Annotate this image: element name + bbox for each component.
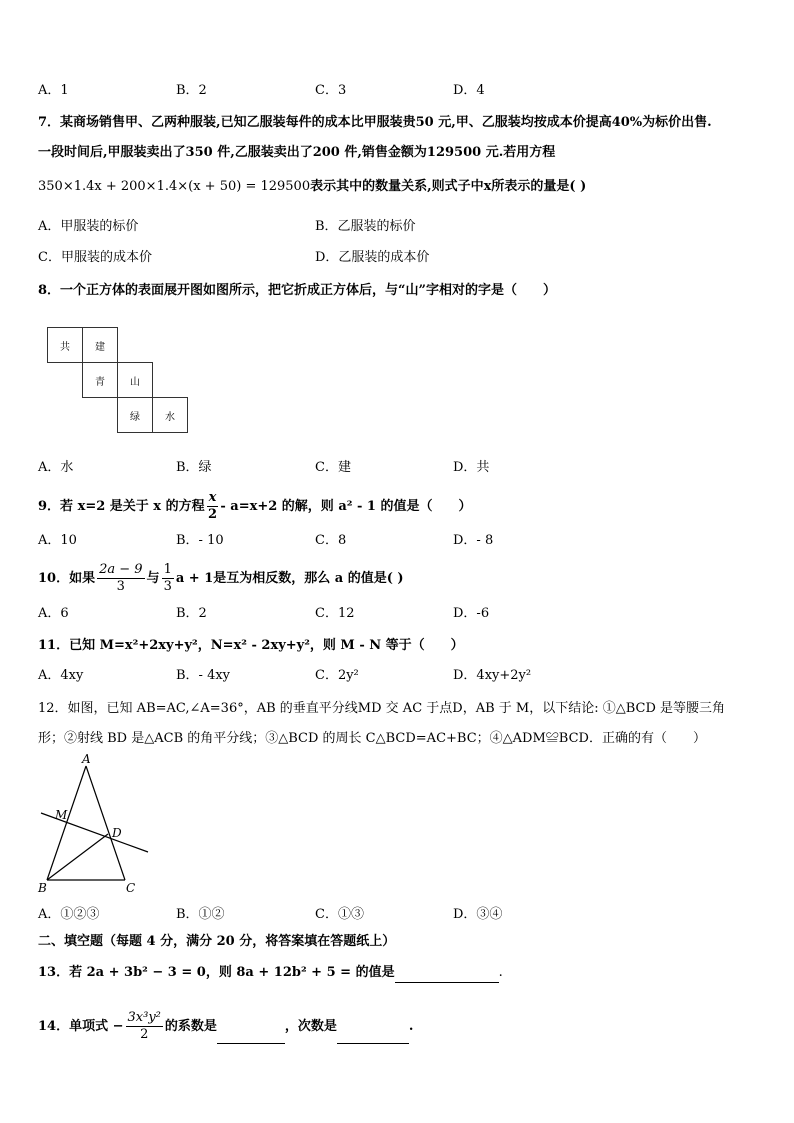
q11-stem: 11．已知 M=x²+2xy+y²，N=x² - 2xy+y²，则 M - N 等于（ ） [38, 638, 464, 653]
q7-line2: 一段时间后,甲服装卖出了350 件,乙服装卖出了200 件,销售金额为129500 元.若用方程 [38, 145, 556, 160]
q8-option-b: B．绿 [176, 460, 212, 475]
q10-f2-num: 1 [163, 562, 172, 577]
q9-stem [38, 490, 471, 523]
q13-stem [38, 963, 503, 983]
q6-option-d: D．4 [453, 83, 485, 98]
q9-option-d: D．- 8 [453, 533, 494, 548]
q14-frac-num: 3x³y² [127, 1010, 161, 1025]
side-ab [47, 766, 86, 880]
net-cell-shui: 水 [152, 397, 188, 433]
q7-line3 [38, 177, 586, 197]
q10-f1-num: 2a − 9 [99, 562, 143, 577]
q7-line3-text: 表示其中的数量关系,则式子中x所表示的量是( ) [310, 179, 587, 194]
triangle-figure [30, 752, 160, 897]
q10-post: a + 1是互为相反数，那么 a 的值是( ) [175, 571, 404, 586]
q14-mid2: ，次数是 [284, 1019, 337, 1034]
q9-option-c: C．8 [315, 533, 347, 548]
q7-option-c: C．甲服装的成本价 [38, 250, 152, 265]
q10-fraction-1 [97, 562, 144, 595]
q8-option-d: D．共 [453, 460, 490, 475]
q10-pre: 10．如果 [38, 571, 96, 586]
q12-option-a: A．①②③ [38, 907, 100, 922]
label-a: A [82, 752, 91, 766]
q9-fraction [207, 490, 219, 523]
q14-coefficient-blank[interactable] [217, 1023, 285, 1044]
q9-post: - a=x+2 的解，则 a² - 1 的值是（ ） [220, 499, 472, 514]
q14-frac-den: 2 [140, 1027, 149, 1042]
q8-option-a: A．水 [38, 460, 74, 475]
net-cell-shan: 山 [117, 362, 153, 398]
q14-degree-blank[interactable] [337, 1023, 409, 1044]
q9-option-b: B．- 10 [176, 533, 224, 548]
q10-option-d: D．-6 [453, 606, 490, 621]
net-cell-lv: 绿 [117, 397, 153, 433]
q7-equation: 350×1.4x + 200×1.4×(x + 50) = 129500 [38, 179, 311, 194]
q14-post: . [408, 1019, 414, 1034]
q6-option-c: C．3 [315, 83, 347, 98]
q10-mid: 与 [146, 571, 160, 586]
q6-option-b: B．2 [176, 83, 207, 98]
q7-option-b: B．乙服装的标价 [315, 219, 416, 234]
net-cell-jian: 建 [82, 327, 118, 363]
segment-bd [47, 834, 108, 880]
q7-line1: 7．某商场销售甲、乙两种服装,已知乙服装每件的成本比甲服装贵50 元,甲、乙服装均按成本价提高40%为标价出售. [38, 115, 712, 130]
q7-option-d: D．乙服装的成本价 [315, 250, 430, 265]
q10-option-c: C．12 [315, 606, 355, 621]
label-c: C [126, 881, 136, 895]
q12-line2: 形；②射线 BD 是△ACB 的角平分线；③△BCD 的周长 C△BCD=AC+BC；④△ADM≌BCD．正确的有（ ） [38, 731, 706, 746]
section-2-heading: 二、填空题（每题 4 分，满分 20 分，将答案填在答题纸上） [38, 934, 396, 949]
q10-fraction-2 [162, 562, 174, 595]
q10-option-a: A．6 [38, 606, 69, 621]
q8-option-c: C．建 [315, 460, 351, 475]
q11-option-c: C．2y² [315, 668, 359, 683]
label-m: M [55, 808, 68, 822]
q12-line1: 12．如图，已知 AB=AC,∠A=36°，AB 的垂直平分线MD 交 AC 于点D，AB 于 M，以下结论: ①△BCD 是等腰三角 [38, 701, 726, 716]
q10-option-b: B．2 [176, 606, 207, 621]
q11-option-a: A．4xy [38, 668, 84, 683]
q13-answer-blank[interactable] [395, 966, 499, 983]
q8-stem: 8．一个正方体的表面展开图如图所示，把它折成正方体后，与“山”字相对的字是（ ） [38, 283, 557, 298]
q12-option-d: D．③④ [453, 907, 503, 922]
q14-pre: 14．单项式 − [38, 1019, 124, 1034]
q9-pre: 9．若 x=2 是关于 x 的方程 [38, 499, 205, 514]
q11-option-b: B．- 4xy [176, 668, 231, 683]
q14-fraction [126, 1010, 163, 1043]
label-b: B [38, 881, 47, 895]
q9-frac-den: 2 [207, 507, 217, 522]
q10-stem [38, 562, 404, 595]
q7-option-a: A．甲服装的标价 [38, 219, 139, 234]
q14-stem [38, 1010, 413, 1044]
net-cell-qing: 青 [82, 362, 118, 398]
q9-frac-num: x [208, 490, 217, 505]
side-ac [86, 766, 125, 880]
q13-pre: 13．若 2a + 3b² − 3 = 0，则 8a + 12b² + 5 = 的值是 [38, 965, 395, 980]
q13-post: . [498, 965, 503, 980]
q11-option-d: D．4xy+2y² [453, 668, 532, 683]
q12-option-c: C．①③ [315, 907, 364, 922]
q14-mid: 的系数是 [164, 1019, 217, 1034]
net-cell-gong: 共 [47, 327, 83, 363]
q9-option-a: A．10 [38, 533, 77, 548]
q6-option-a: A．1 [38, 83, 69, 98]
q10-f2-den: 3 [163, 579, 172, 594]
label-d: D [112, 826, 122, 840]
q12-option-b: B．①② [176, 907, 225, 922]
q10-f1-den: 3 [116, 579, 125, 594]
